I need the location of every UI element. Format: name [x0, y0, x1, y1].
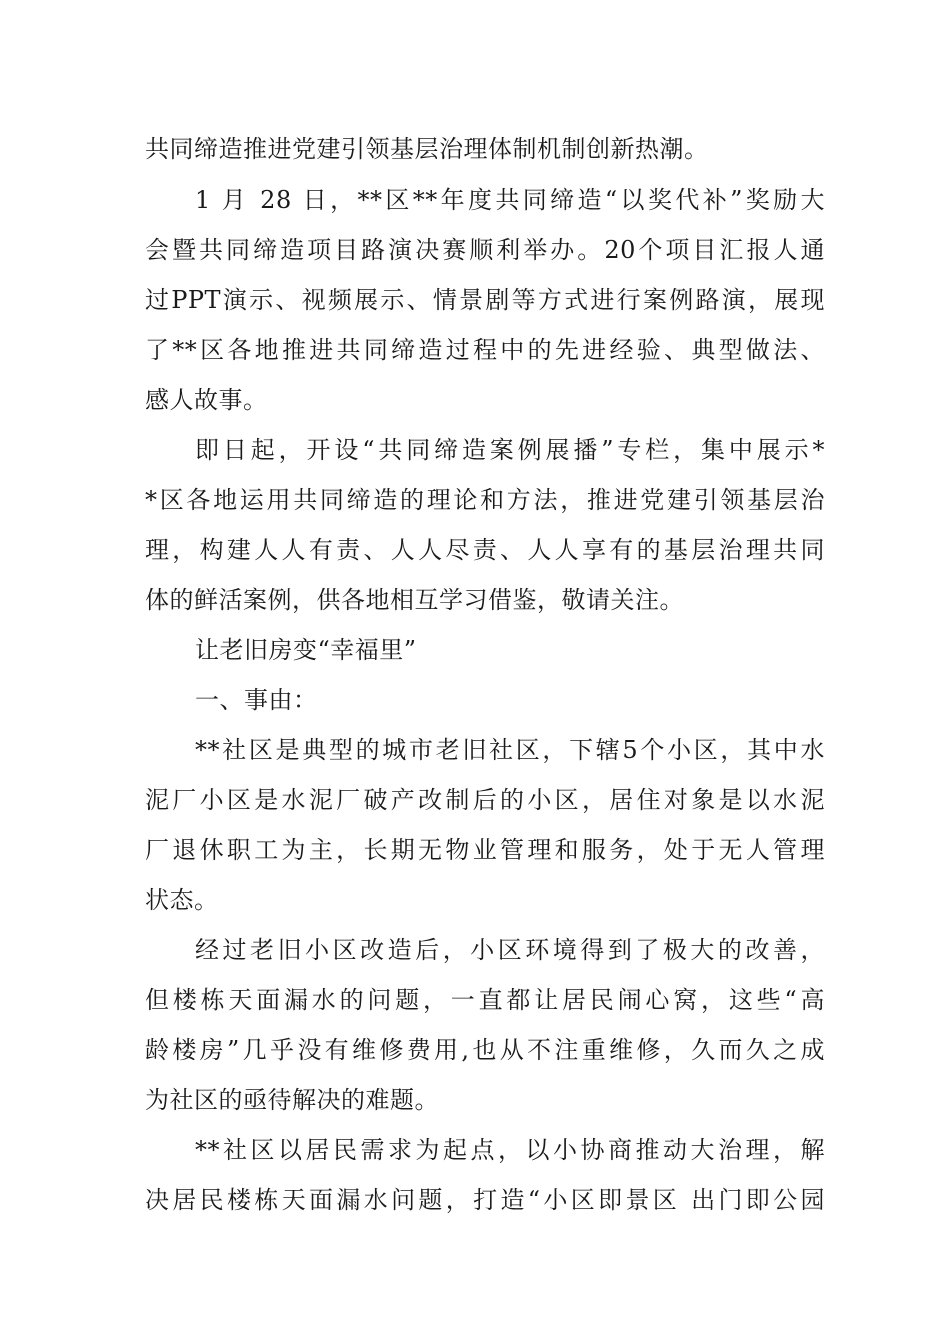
section-title: 让老旧房变“幸福里” — [195, 636, 417, 664]
text-line: 龄楼房”几乎没有维修费用,也从不注重维修，久而久之成 — [145, 1036, 825, 1064]
text-line: 为社区的亟待解决的难题。 — [145, 1086, 439, 1114]
text-line: 体的鲜活案例，供各地相互学习借鉴，敬请关注。 — [145, 586, 684, 614]
text-line: 会暨共同缔造项目路演决赛顺利举办。20个项目汇报人通 — [145, 236, 825, 264]
text-line: 厂退休职工为主，长期无物业管理和服务，处于无人管理 — [145, 836, 825, 864]
text-line: 共同缔造推进党建引领基层治理体制机制创新热潮。 — [145, 135, 709, 163]
text-line: 经过老旧小区改造后，小区环境得到了极大的改善， — [195, 936, 825, 964]
text-line: 1 月 28 日，**区**年度共同缔造“以奖代补”奖励大 — [195, 186, 825, 214]
text-line: 感人故事。 — [145, 386, 268, 414]
text-line: 即日起，开设“共同缔造案例展播”专栏，集中展示* — [195, 436, 825, 464]
text-line: 泥厂小区是水泥厂破产改制后的小区，居住对象是以水泥 — [145, 786, 825, 814]
text-line: 但楼栋天面漏水的问题，一直都让居民闹心窝，这些“高 — [145, 986, 825, 1014]
text-line: 过PPT演示、视频展示、情景剧等方式进行案例路演，展现 — [145, 286, 825, 314]
text-line: **社区以居民需求为起点，以小协商推动大治理，解 — [195, 1136, 825, 1164]
text-line: *区各地运用共同缔造的理论和方法，推进党建引领基层治 — [145, 486, 825, 514]
section-heading: 一、事由： — [195, 686, 318, 714]
text-line: 决居民楼栋天面漏水问题，打造“小区即景区 出门即公园 — [145, 1186, 825, 1214]
text-line: 理，构建人人有责、人人尽责、人人享有的基层治理共同 — [145, 536, 825, 564]
text-line: **社区是典型的城市老旧社区，下辖5个小区，其中水 — [195, 736, 825, 764]
text-line: 状态。 — [145, 886, 219, 914]
text-line: 了**区各地推进共同缔造过程中的先进经验、典型做法、 — [145, 336, 825, 364]
